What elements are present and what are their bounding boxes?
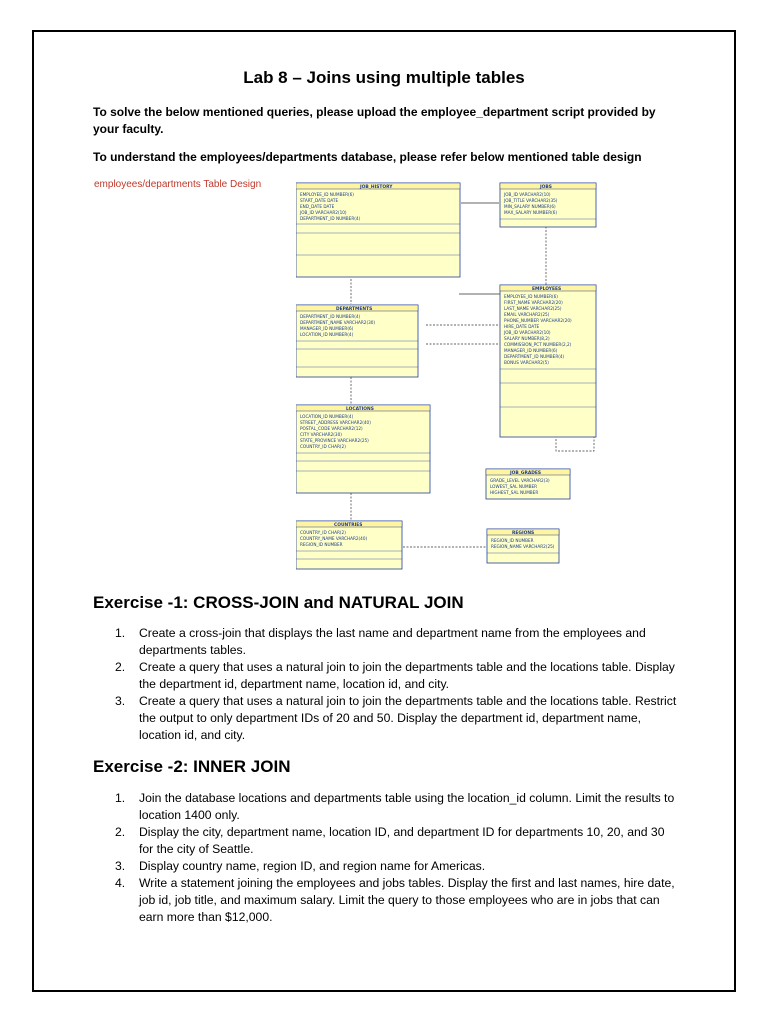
erd-caption: employees/departments Table Design xyxy=(94,179,262,190)
column-row: POSTAL_CODE VARCHAR2(12) xyxy=(300,426,363,431)
table-jobs xyxy=(500,183,596,227)
column-row: LOCATION_ID NUMBER(4) xyxy=(300,332,354,337)
list-number: 3. xyxy=(115,859,126,873)
erd-svg xyxy=(296,181,606,571)
list-text: Display the city, department name, location ID, and department ID for departments 10, 20, and 30 for the city of Seattle. xyxy=(139,825,665,856)
column-row: LOWEST_SAL NUMBER xyxy=(490,484,538,489)
table-job-history xyxy=(296,183,460,277)
table-departments xyxy=(296,305,418,377)
table-title: JOBS xyxy=(540,185,552,190)
table-title: DEPARTMENTS xyxy=(336,307,373,312)
list-text: Create a query that uses a natural join to join the departments table and the locations table. Restrict the output to only department IDs of 20 and 50. Display the department id, department name, location id, and city. xyxy=(139,694,677,742)
column-row: BONUS VARCHAR2(5) xyxy=(504,360,549,365)
column-row: MANAGER_ID NUMBER(6) xyxy=(300,326,354,331)
column-row: HIRE_DATE DATE xyxy=(504,324,540,329)
table-countries xyxy=(296,521,402,569)
exercise-2-list xyxy=(115,790,679,926)
column-row: DEPARTMENT_ID NUMBER(4) xyxy=(504,354,565,359)
column-row: MIN_SALARY NUMBER(6) xyxy=(504,204,556,209)
table-locations xyxy=(296,405,430,493)
list-item xyxy=(115,790,679,824)
column-row: LAST_NAME VARCHAR2(25) xyxy=(504,306,562,311)
column-row: END_DATE DATE xyxy=(300,204,335,209)
list-item xyxy=(115,858,679,875)
list-text: Write a statement joining the employees and jobs tables. Display the first and last names, hire date, job id, job title, and maximum salary. Limit the query to those employees who are in jobs that can earn more than $12,000. xyxy=(139,876,675,924)
column-row: COUNTRY_ID CHAR(2) xyxy=(300,444,346,449)
column-row: DEPARTMENT_NAME VARCHAR2(30) xyxy=(300,320,376,325)
list-number: 2. xyxy=(115,660,126,674)
column-row: JOB_TITLE VARCHAR2(35) xyxy=(504,198,558,203)
column-row: PHONE_NUMBER VARCHAR2(20) xyxy=(504,318,572,323)
column-row: EMPLOYEE_ID NUMBER(6) xyxy=(300,192,354,197)
column-row: MAX_SALARY NUMBER(6) xyxy=(504,210,558,215)
list-text: Join the database locations and departments table using the location_id column. Limit the results to location 1400 only. xyxy=(139,791,675,822)
column-row: REGION_ID NUMBER xyxy=(491,538,534,543)
column-row: EMPLOYEE_ID NUMBER(6) xyxy=(504,294,558,299)
list-number: 3. xyxy=(115,694,126,708)
exercise-2-heading: Exercise -2: INNER JOIN xyxy=(93,757,291,776)
exercise-1-list xyxy=(115,625,679,744)
table-job-grades xyxy=(486,469,570,499)
table-title: LOCATIONS xyxy=(346,407,374,412)
column-row: LOCATION_ID NUMBER(4) xyxy=(300,414,354,419)
column-row: DEPARTMENT_ID NUMBER(4) xyxy=(300,216,361,221)
list-item xyxy=(115,693,679,744)
list-text: Display country name, region ID, and region name for Americas. xyxy=(139,859,486,873)
column-row: FIRST_NAME VARCHAR2(20) xyxy=(504,300,563,305)
column-row: HIGHEST_SAL NUMBER xyxy=(490,490,539,495)
column-row: REGION_ID NUMBER xyxy=(300,542,343,547)
table-title: EMPLOYEES xyxy=(532,287,562,292)
column-row: EMAIL VARCHAR2(25) xyxy=(504,312,550,317)
page-title: Lab 8 – Joins using multiple tables xyxy=(243,68,525,87)
column-row: MANAGER_ID NUMBER(6) xyxy=(504,348,558,353)
table-title: JOB_GRADES xyxy=(510,471,542,476)
list-number: 1. xyxy=(115,791,126,805)
table-title: JOB_HISTORY xyxy=(360,185,393,190)
column-row: DEPARTMENT_ID NUMBER(4) xyxy=(300,314,361,319)
column-row: STREET_ADDRESS VARCHAR2(40) xyxy=(300,420,371,425)
intro-design-instruction: To understand the employees/departments database, please refer below mentioned table design xyxy=(93,150,642,164)
column-row: CITY VARCHAR2(30) xyxy=(300,432,342,437)
list-number: 2. xyxy=(115,825,126,839)
table-regions xyxy=(487,529,559,563)
column-row: GRADE_LEVEL VARCHAR2(3) xyxy=(490,478,550,483)
table-title: COUNTRIES xyxy=(334,523,363,528)
column-row: JOB_ID VARCHAR2(10) xyxy=(504,192,551,197)
erd-diagram xyxy=(296,181,606,571)
column-row: SALARY NUMBER(8,2) xyxy=(504,336,550,341)
list-text: Create a query that uses a natural join to join the departments table and the locations table. Display the department id, department name, location id, and city. xyxy=(139,660,675,691)
list-item xyxy=(115,659,679,693)
column-row: JOB_ID VARCHAR2(10) xyxy=(300,210,347,215)
column-row: REGION_NAME VARCHAR2(25) xyxy=(491,544,555,549)
table-title: REGIONS xyxy=(512,531,535,536)
column-row: COUNTRY_NAME VARCHAR2(40) xyxy=(300,536,368,541)
column-row: START_DATE DATE xyxy=(300,198,339,203)
intro-upload-instruction: To solve the below mentioned queries, please upload the employee_department script provided by your faculty. xyxy=(93,105,656,136)
list-item xyxy=(115,625,679,659)
exercise-1-heading: Exercise -1: CROSS-JOIN and NATURAL JOIN xyxy=(93,593,464,612)
list-number: 1. xyxy=(115,626,126,640)
list-item xyxy=(115,875,679,926)
column-row: COMMISSION_PCT NUMBER(2,2) xyxy=(504,342,572,347)
table-employees xyxy=(500,285,596,437)
column-row: COUNTRY_ID CHAR(2) xyxy=(300,530,346,535)
column-row: JOB_ID VARCHAR2(10) xyxy=(504,330,551,335)
list-number: 4. xyxy=(115,876,126,890)
list-item xyxy=(115,824,679,858)
column-row: STATE_PROVINCE VARCHAR2(25) xyxy=(300,438,369,443)
list-text: Create a cross-join that displays the last name and department name from the employees and departments tables. xyxy=(139,626,646,657)
